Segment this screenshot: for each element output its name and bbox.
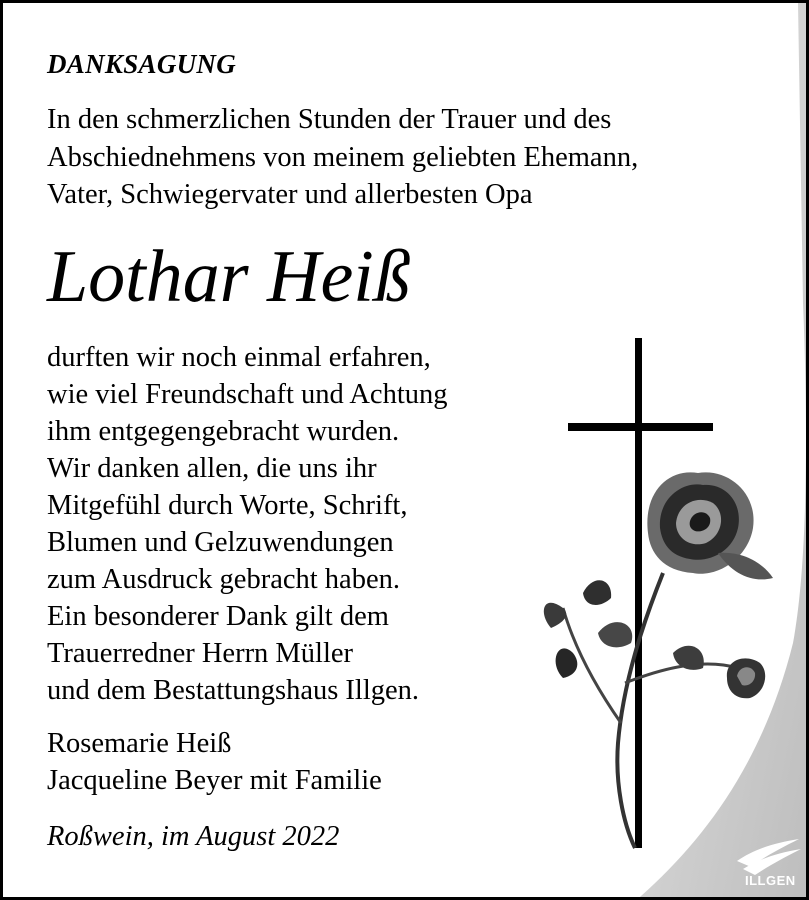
- signatories: [47, 725, 382, 799]
- body-line: Trauerredner Herrn Müller: [47, 638, 353, 669]
- notice-heading: DANKSAGUNG: [47, 49, 237, 79]
- intro-line: Abschiednehmens von meinem geliebten Ehemann,: [47, 141, 639, 173]
- body-line: Mitgefühl durch Worte, Schrift,: [47, 490, 408, 521]
- body-line: wie viel Freundschaft und Achtung: [47, 379, 448, 410]
- leaf: [556, 648, 578, 678]
- cross-with-rose-icon: [523, 323, 783, 863]
- place-and-date: Roßwein, im August 2022: [47, 821, 340, 852]
- deceased-name: Lothar Heiß: [47, 236, 411, 318]
- body-line: ihm entgegengebracht wurden.: [47, 416, 400, 447]
- body-line: Blumen und Gelzuwendungen: [47, 527, 394, 558]
- rose-flower: [647, 472, 773, 579]
- intro-text: [47, 101, 747, 214]
- rose-bud: [727, 658, 765, 698]
- leaf: [583, 580, 611, 605]
- body-line: zum Ausdruck gebracht haben.: [47, 564, 400, 595]
- intro-line: In den schmerzlichen Stunden der Trauer und des: [47, 104, 612, 135]
- body-line: Ein besonderer Dank gilt dem: [47, 601, 389, 632]
- body-line: Wir danken allen, die uns ihr: [47, 453, 377, 484]
- body-line: und dem Bestattungshaus Illgen.: [47, 675, 420, 706]
- intro-line: Vater, Schwiegervater und allerbesten Opa: [47, 179, 533, 210]
- leaf: [598, 622, 632, 647]
- signatory: Jacqueline Beyer mit Familie: [47, 765, 382, 796]
- thanks-text: [47, 339, 567, 709]
- body-line: durften wir noch einmal erfahren,: [47, 342, 431, 373]
- leaf: [544, 603, 566, 628]
- cross-horizontal-beam: [568, 423, 713, 431]
- cross-vertical-beam: [635, 338, 642, 848]
- illgen-logo-text: ILLGEN: [745, 873, 796, 888]
- signatory: Rosemarie Heiß: [47, 728, 232, 759]
